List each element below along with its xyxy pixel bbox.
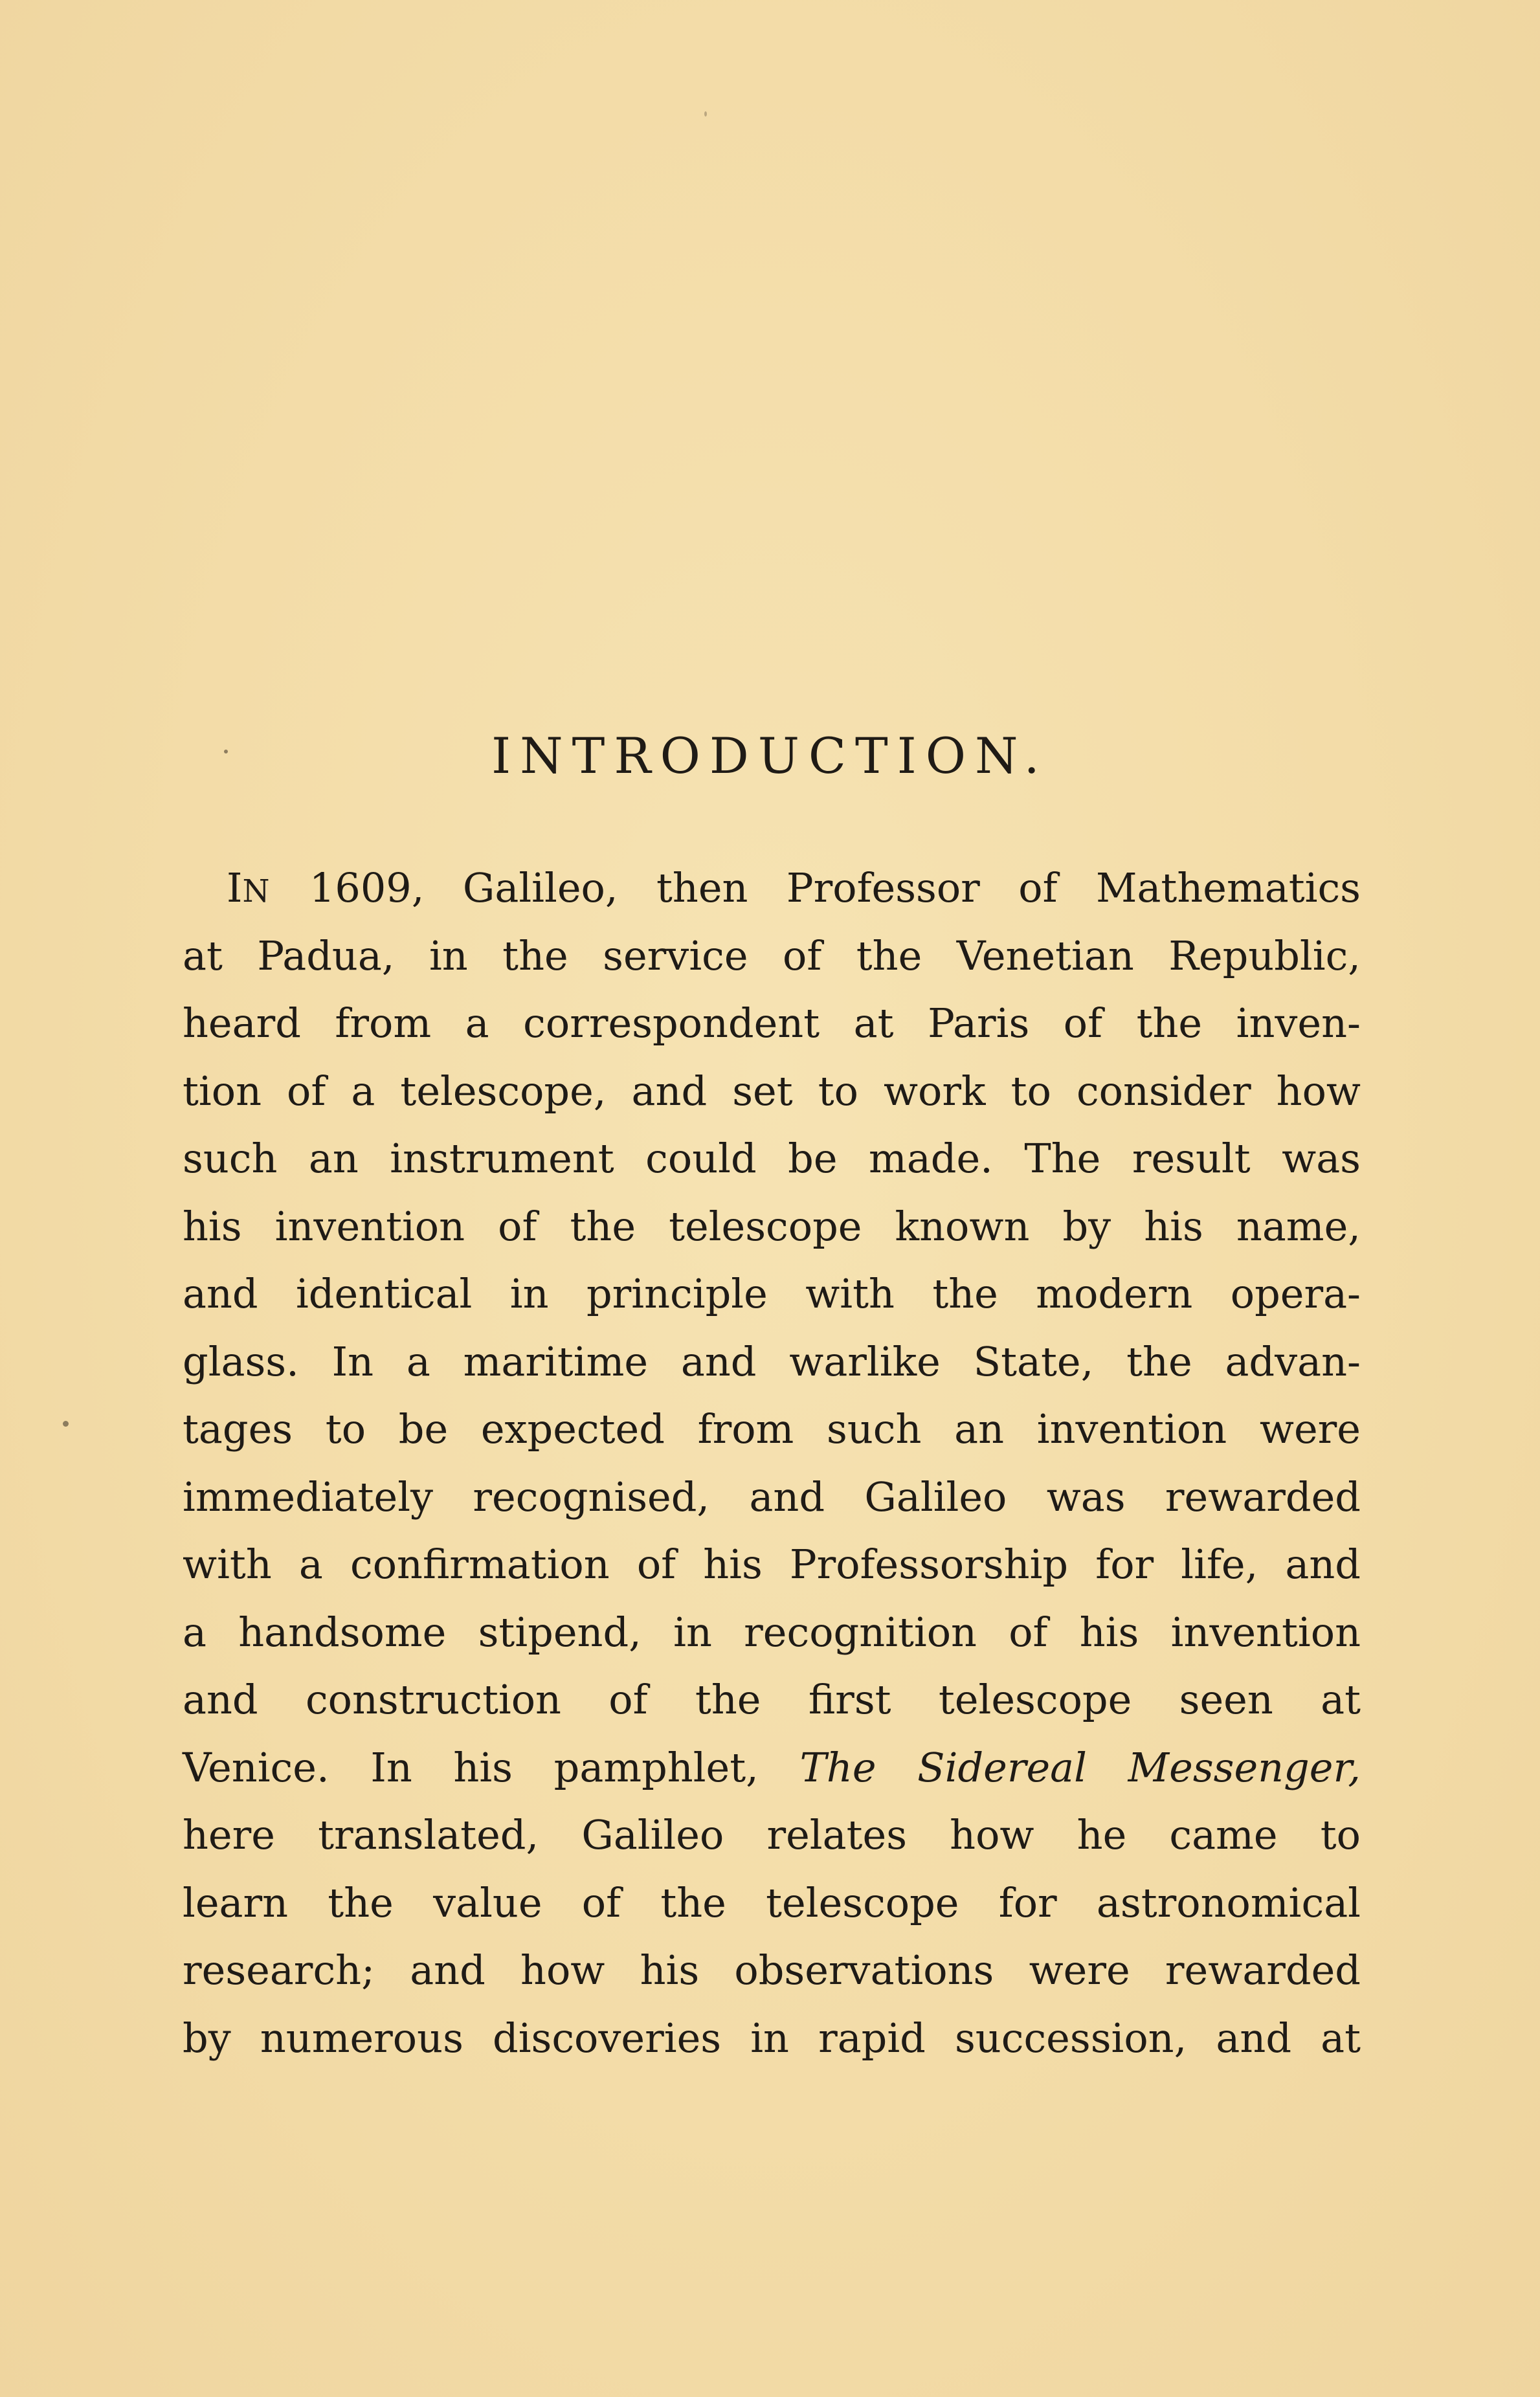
- text-run: Venice. In his pamphlet,: [183, 1743, 800, 1791]
- text-line: [183, 2005, 1361, 2073]
- text-run: here translated, Galileo relates how he came to: [183, 1811, 1361, 1858]
- text-run: by numerous discoveries in rapid succession, and at: [183, 2014, 1361, 2062]
- text-line: [183, 1869, 1361, 1937]
- text-run: learn the value of the telescope for astronomical: [183, 1879, 1361, 1926]
- paper-speck: [63, 1421, 69, 1427]
- text-run: with a confirmation of his Professorship for life, and: [183, 1541, 1361, 1588]
- text-line: [183, 922, 1361, 990]
- text-line: [183, 1599, 1361, 1667]
- book-title-italic: The Sidereal Messenger,: [799, 1743, 1361, 1791]
- text-run: such an instrument could be made. The result was: [183, 1135, 1361, 1182]
- text-run: his invention of the telescope known by his name,: [183, 1202, 1361, 1250]
- paper-speck: [224, 750, 228, 753]
- text-line: [183, 1937, 1361, 2005]
- text-line: [183, 854, 1361, 922]
- text-run: a handsome stipend, in recognition of his invention: [183, 1608, 1361, 1656]
- text-line: [183, 1734, 1361, 1802]
- text-line: [183, 1260, 1361, 1328]
- smallcaps-run: N: [242, 873, 271, 909]
- text-run: glass. In a maritime and warlike State, the advan-: [183, 1337, 1361, 1385]
- text-line: [183, 1193, 1361, 1261]
- text-line: [183, 1531, 1361, 1599]
- text-run: 1609, Galileo, then Professor of Mathematics: [271, 864, 1361, 911]
- text-line: [183, 1125, 1361, 1193]
- text-run: at Padua, in the service of the Venetian Republic,: [183, 931, 1361, 979]
- chapter-heading: INTRODUCTION.: [491, 727, 1049, 785]
- text-line: [183, 1666, 1361, 1734]
- text-run: tages to be expected from such an invention were: [183, 1405, 1361, 1453]
- drop-initial: I: [227, 864, 243, 911]
- text-line: [183, 990, 1361, 1058]
- text-line: [183, 1801, 1361, 1869]
- text-run: tion of a telescope, and set to work to consider how: [183, 1067, 1361, 1115]
- text-line: [183, 1058, 1361, 1126]
- body-paragraph: [183, 854, 1361, 2072]
- text-run: immediately recognised, and Galileo was rewarded: [183, 1473, 1361, 1521]
- text-line: [183, 1396, 1361, 1464]
- text-run: and identical in principle with the modern opera-: [183, 1270, 1361, 1317]
- text-run: and construction of the first telescope seen at: [183, 1676, 1361, 1723]
- text-run: research; and how his observations were rewarded: [183, 1946, 1361, 1994]
- text-run: heard from a correspondent at Paris of the inven-: [183, 999, 1361, 1047]
- text-line: [183, 1464, 1361, 1532]
- paper-speck: [704, 111, 707, 117]
- text-line: [183, 1328, 1361, 1396]
